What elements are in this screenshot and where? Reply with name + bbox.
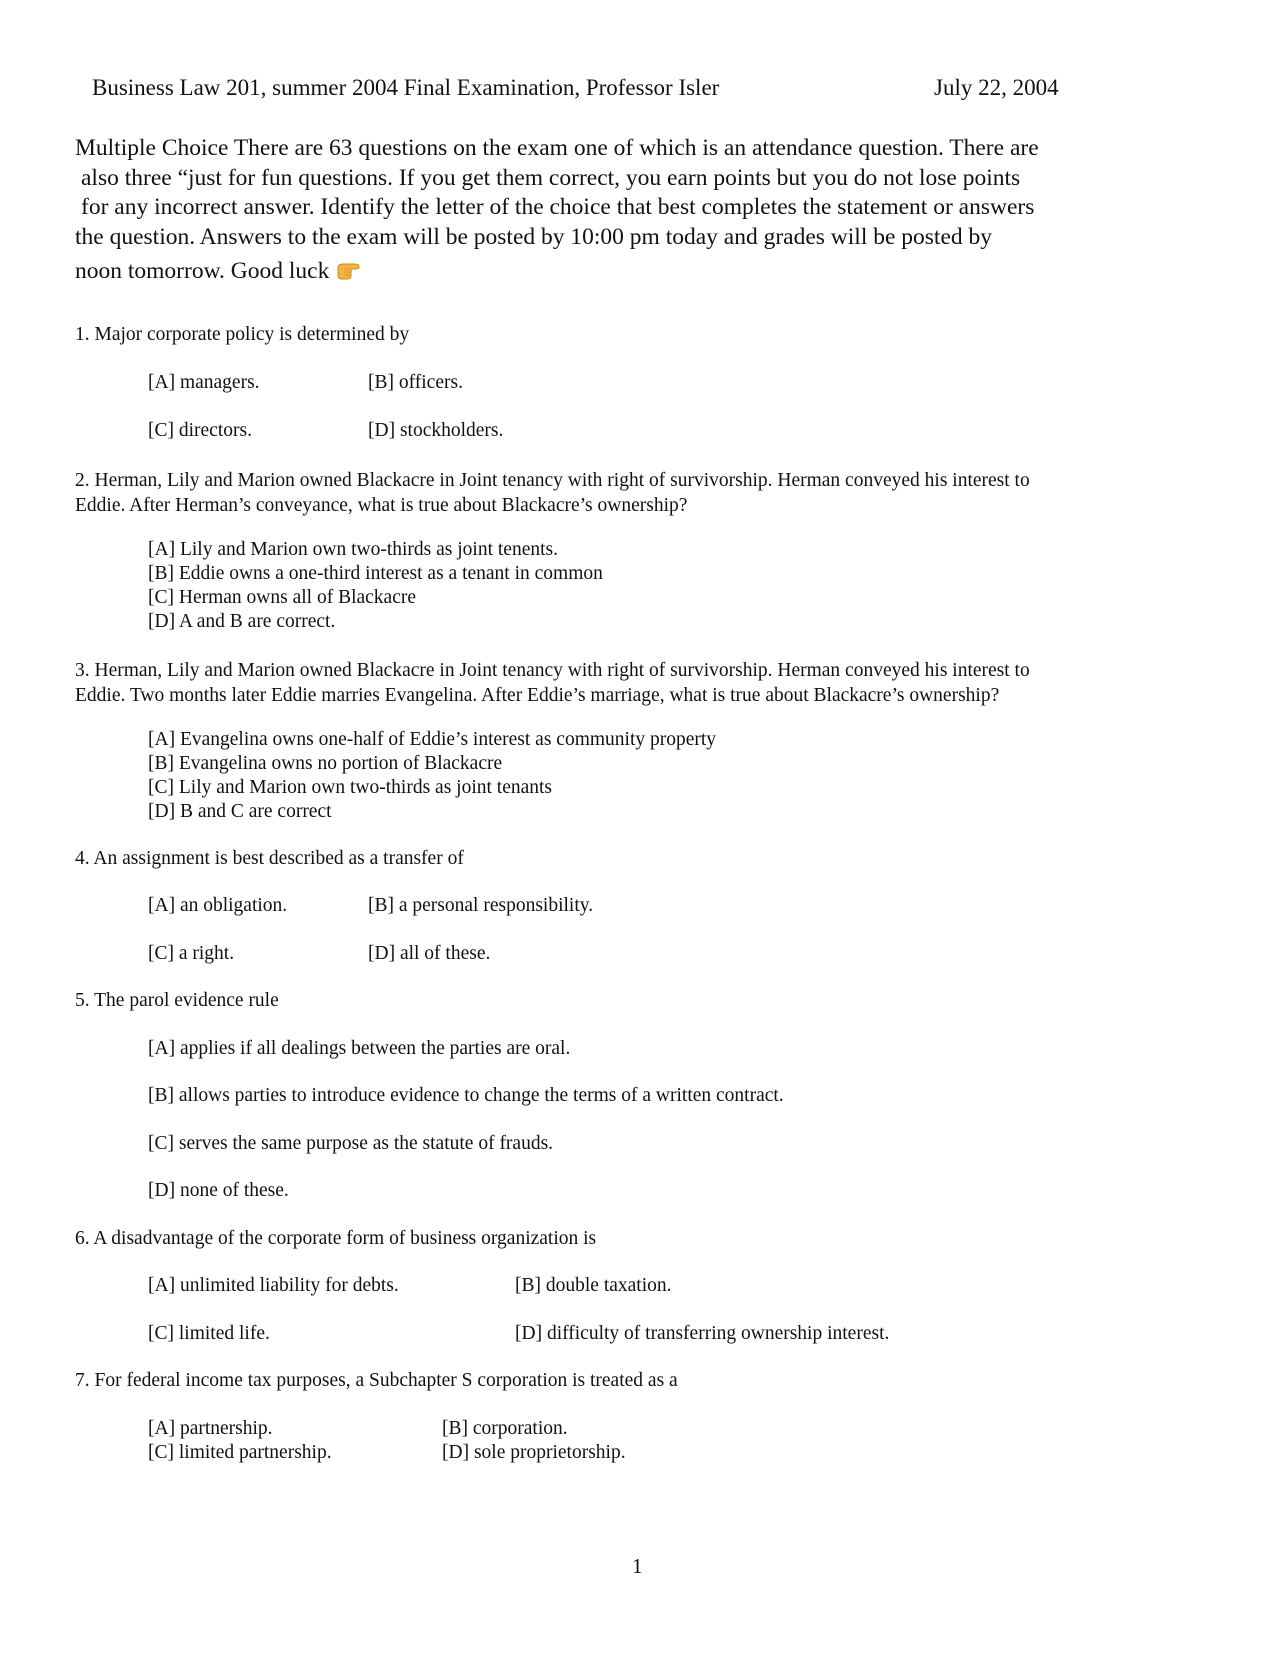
question-2-line: Eddie. After Herman’s conveyance, what is true about Blackacre’s ownership? <box>75 495 688 516</box>
q2-option-a: [A] Lily and Marion own two-thirds as joint tenents. <box>148 539 558 560</box>
q5-option-d: [D] none of these. <box>148 1180 289 1201</box>
q4-option-d: [D] all of these. <box>368 943 491 964</box>
instructions-line: also three “just for fun questions. If you get them correct, you earn points but you do not lose points <box>81 164 1021 191</box>
exam-date: July 22, 2004 <box>934 75 1059 100</box>
q5-option-b: [B] allows parties to introduce evidence to change the terms of a written contract. <box>148 1085 784 1106</box>
q2-option-d: [D] A and B are correct. <box>148 611 336 632</box>
question-1: 1. Major corporate policy is determined by <box>75 324 410 345</box>
q5-option-c: [C] serves the same purpose as the statute of frauds. <box>148 1133 554 1154</box>
page-number: 1 <box>632 1554 643 1578</box>
q6-option-a: [A] unlimited liability for debts. <box>148 1275 399 1296</box>
good-luck-text: noon tomorrow. Good luck <box>75 258 330 284</box>
question-5: 5. The parol evidence rule <box>75 990 279 1011</box>
exam-title: Business Law 201, summer 2004 Final Examination, Professor Isler <box>92 75 720 100</box>
q4-option-c: [C] a right. <box>148 943 235 964</box>
question-3-line: 3. Herman, Lily and Marion owned Blackacre in Joint tenancy with right of survivorship. Herman conveyed his interest to <box>75 660 1030 681</box>
q3-option-a: [A] Evangelina owns one-half of Eddie’s interest as community property <box>148 729 717 750</box>
q2-option-c: [C] Herman owns all of Blackacre <box>148 587 417 608</box>
question-6: 6. A disadvantage of the corporate form of business organization is <box>75 1228 597 1249</box>
q4-option-b: [B] a personal responsibility. <box>368 895 594 916</box>
question-2-line: 2. Herman, Lily and Marion owned Blackacre in Joint tenancy with right of survivorship. Herman conveyed his interest to <box>75 470 1030 491</box>
q3-option-d: [D] B and C are correct <box>148 801 332 822</box>
instructions-line: the question. Answers to the exam will be posted by 10:00 pm today and grades will be posted by <box>75 223 993 250</box>
instructions-line: for any incorrect answer. Identify the letter of the choice that best completes the statement or answers <box>81 194 1035 220</box>
q1-option-b: [B] officers. <box>368 372 463 393</box>
q7-option-d: [D] sole proprietorship. <box>442 1442 626 1463</box>
q3-option-c: [C] Lily and Marion own two-thirds as joint tenants <box>148 777 553 798</box>
pointing-hand-icon <box>335 258 361 280</box>
q7-option-b: [B] corporation. <box>442 1418 568 1439</box>
question-7: 7. For federal income tax purposes, a Subchapter S corporation is treated as a <box>75 1370 678 1391</box>
q6-option-c: [C] limited life. <box>148 1323 270 1344</box>
q4-option-a: [A] an obligation. <box>148 895 288 916</box>
q2-option-b: [B] Eddie owns a one-third interest as a tenant in common <box>148 563 603 584</box>
q6-option-b: [B] double taxation. <box>515 1275 672 1296</box>
q1-option-d: [D] stockholders. <box>368 420 504 441</box>
q7-option-a: [A] partnership. <box>148 1418 273 1439</box>
q6-option-d: [D] difficulty of transferring ownership interest. <box>515 1323 890 1344</box>
q7-option-c: [C] limited partnership. <box>148 1442 332 1463</box>
q1-option-a: [A] managers. <box>148 372 260 393</box>
q5-option-a: [A] applies if all dealings between the parties are oral. <box>148 1038 571 1059</box>
instructions-line-last <box>75 257 1215 287</box>
question-2 <box>75 468 1225 518</box>
instructions <box>75 134 1215 287</box>
question-3-line: Eddie. Two months later Eddie marries Evangelina. After Eddie’s marriage, what is true about Blackacre’s ownership? <box>75 685 1000 706</box>
instructions-line: Multiple Choice There are 63 questions on the exam one of which is an attendance question. There are <box>75 135 1039 161</box>
q3-option-b: [B] Evangelina owns no portion of Blackacre <box>148 753 503 774</box>
question-3 <box>75 658 1225 708</box>
q1-option-c: [C] directors. <box>148 420 252 441</box>
question-4: 4. An assignment is best described as a transfer of <box>75 848 464 869</box>
